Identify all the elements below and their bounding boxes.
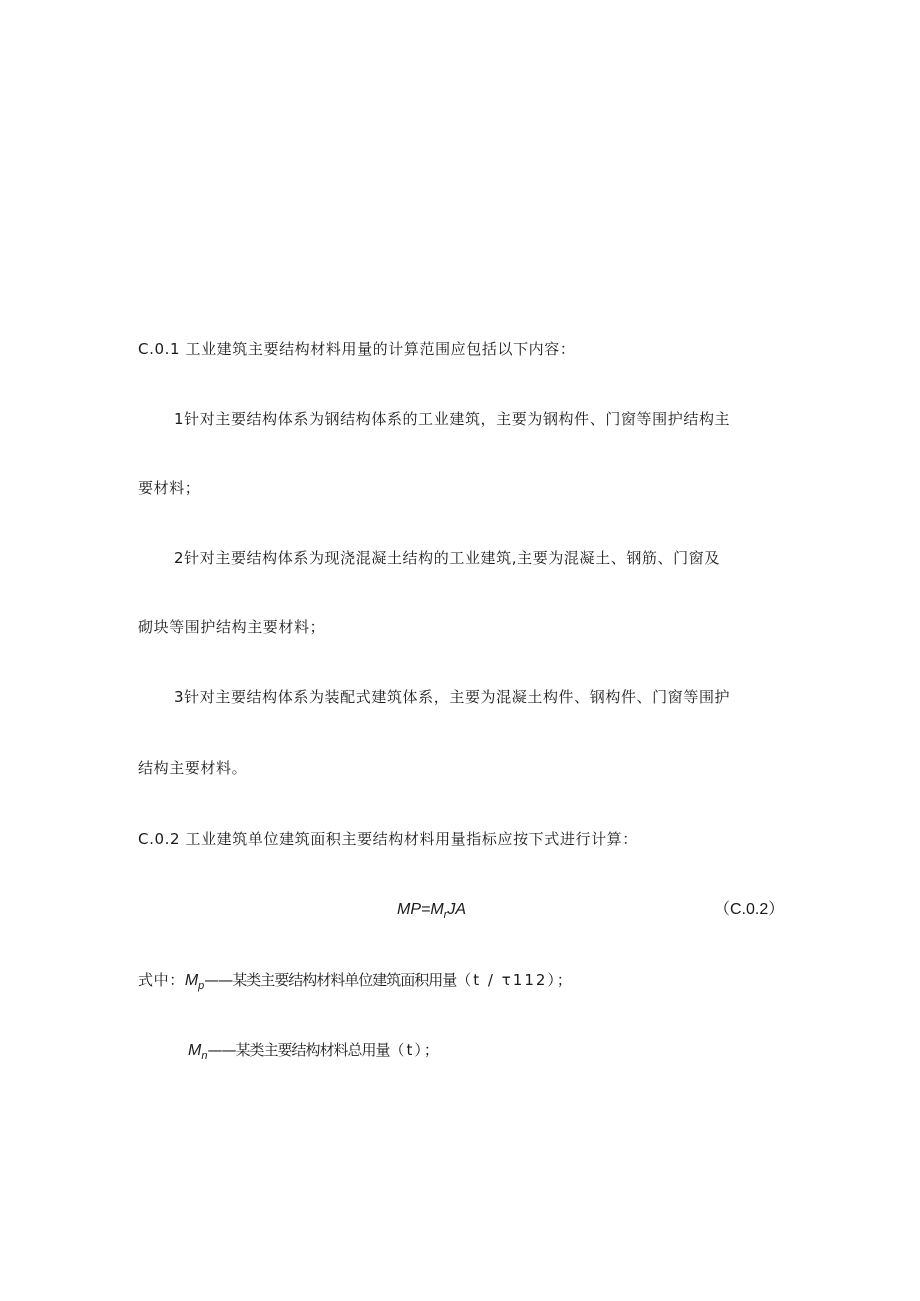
where-lead: 式中：: [138, 971, 185, 989]
list-item-3-line-2: [138, 758, 247, 778]
symbol-base: M: [184, 972, 199, 989]
symbol-mp: [184, 972, 205, 992]
clause-number: C.0.1: [138, 340, 181, 358]
where-definition-2: [188, 1040, 441, 1066]
item-number: 3: [174, 688, 185, 706]
symbol-description: ——某类主要结构材料单位建筑面积用量: [204, 971, 457, 989]
symbol-subscript: n: [201, 1050, 208, 1062]
symbol-mn: [188, 1042, 208, 1062]
formula-lhs: MP=M: [397, 901, 444, 918]
list-item-2-line-2: [138, 617, 325, 637]
item-text: 砌块等围护结构主要材料；: [138, 618, 326, 636]
clause-text: 工业建筑单位建筑面积主要结构材料用量指标应按下式进行计算：: [185, 830, 638, 848]
where-definition-1: [138, 970, 574, 996]
symbol-unit: （t）；: [389, 1041, 441, 1059]
symbol-base: M: [188, 1042, 202, 1059]
formula-rhs: JA: [447, 901, 467, 918]
list-item-2-line-1: [174, 548, 720, 568]
list-item-1-line-1: [174, 409, 730, 429]
item-number: 2: [174, 549, 185, 567]
symbol-subscript: p: [198, 980, 205, 992]
formula: [397, 900, 466, 925]
item-text: 要材料；: [138, 479, 201, 497]
clause-c-0-1: [138, 339, 576, 359]
clause-c-0-2: [138, 829, 638, 849]
item-text: 针对主要结构体系为装配式建筑体系，主要为混凝土构件、钢构件、门窗等围护: [184, 688, 731, 706]
item-text: 针对主要结构体系为钢结构体系的工业建筑，主要为钢构件、门窗等围护结构主: [184, 410, 731, 428]
list-item-1-line-2: [138, 478, 200, 498]
formula-subscript: r: [443, 909, 448, 921]
item-text: 针对主要结构体系为现浇混凝土结构的工业建筑,主要为混凝土、钢筋、门窗及: [184, 549, 720, 567]
item-text: 结构主要材料。: [138, 759, 248, 777]
symbol-description: ——某类主要结构材料总用量: [207, 1041, 390, 1059]
symbol-unit: （t / τ112）；: [456, 971, 574, 989]
item-number: 1: [174, 410, 185, 428]
list-item-3-line-1: [174, 687, 730, 707]
clause-text: 工业建筑主要结构材料用量的计算范围应包括以下内容：: [185, 340, 576, 358]
equation-number: （C.0.2）: [714, 901, 785, 918]
clause-number: C.0.2: [138, 830, 181, 848]
